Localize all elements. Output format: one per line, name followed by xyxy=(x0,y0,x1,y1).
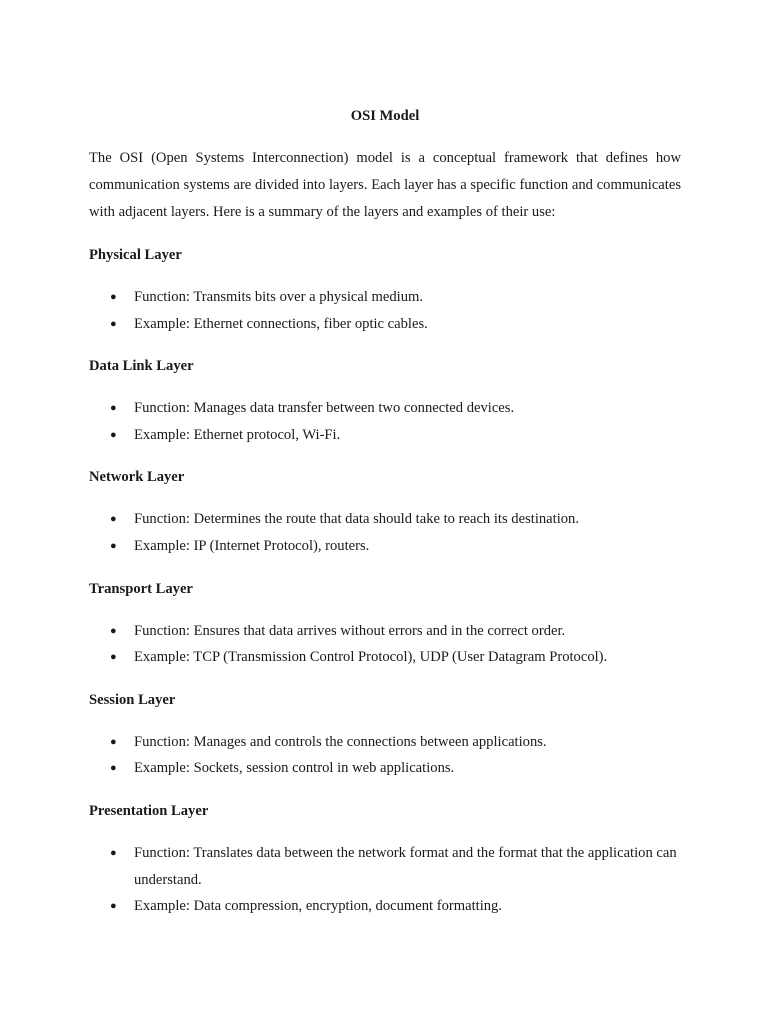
section-presentation-layer xyxy=(89,798,681,920)
bullet-list xyxy=(89,840,681,920)
list-item xyxy=(89,506,681,533)
bullet-icon: ● xyxy=(110,624,117,637)
section-physical-layer xyxy=(89,242,681,337)
example-text: Example: IP (Internet Protocol), routers. xyxy=(134,537,370,554)
list-item xyxy=(89,395,681,422)
list-item xyxy=(89,755,681,782)
bullet-list xyxy=(89,284,681,337)
section-heading: Presentation Layer xyxy=(89,802,209,819)
section-network-layer xyxy=(89,464,681,559)
section-heading: Transport Layer xyxy=(89,580,193,597)
list-item xyxy=(89,729,681,756)
bullet-list xyxy=(89,729,681,782)
bullet-icon: ● xyxy=(110,402,117,415)
function-text: Function: Manages and controls the connections between applications. xyxy=(134,733,547,750)
list-item xyxy=(89,533,681,560)
section-data-link-layer xyxy=(89,353,681,448)
bullet-icon: ● xyxy=(110,539,117,552)
function-text: Function: Ensures that data arrives without errors and in the correct order. xyxy=(134,622,566,639)
function-text: Function: Manages data transfer between two connected devices. xyxy=(134,400,515,417)
function-text: Function: Translates data between the network format and the format that the application can understand. xyxy=(134,844,677,888)
section-heading: Session Layer xyxy=(89,691,176,708)
document-page xyxy=(89,103,681,936)
list-item xyxy=(89,893,681,920)
bullet-list xyxy=(89,506,681,559)
list-item xyxy=(89,284,681,311)
function-text: Function: Determines the route that data should take to reach its destination. xyxy=(134,511,579,528)
document-title: OSI Model xyxy=(350,108,420,124)
list-item xyxy=(89,644,681,671)
bullet-icon: ● xyxy=(110,735,117,748)
example-text: Example: Ethernet connections, fiber optic cables. xyxy=(134,315,428,332)
section-heading: Network Layer xyxy=(89,469,185,486)
intro-paragraph: The OSI (Open Systems Interconnection) model is a conceptual framework that defines how communication systems are divided into layers. Each layer has a specific function and communicates with adjacent layers. Here is a summary of the layers and examples of their use: xyxy=(89,150,681,220)
list-item xyxy=(89,422,681,449)
list-item xyxy=(89,840,681,893)
bullet-icon: ● xyxy=(110,900,117,913)
section-session-layer xyxy=(89,687,681,782)
bullet-icon: ● xyxy=(110,846,117,859)
section-heading: Physical Layer xyxy=(89,247,182,263)
bullet-list xyxy=(89,618,681,671)
bullet-icon: ● xyxy=(110,428,117,441)
bullet-icon: ● xyxy=(110,317,117,330)
list-item xyxy=(89,311,681,338)
function-text: Function: Transmits bits over a physical medium. xyxy=(134,289,424,305)
example-text: Example: Sockets, session control in web applications. xyxy=(134,760,455,777)
bullet-icon: ● xyxy=(110,762,117,775)
bullet-icon: ● xyxy=(110,513,117,526)
bullet-icon: ● xyxy=(110,651,117,664)
example-text: Example: Ethernet protocol, Wi-Fi. xyxy=(134,426,341,443)
section-heading: Data Link Layer xyxy=(89,358,194,375)
bullet-list xyxy=(89,395,681,448)
section-transport-layer xyxy=(89,576,681,671)
list-item xyxy=(89,618,681,645)
example-text: Example: TCP (Transmission Control Protocol), UDP (User Datagram Protocol). xyxy=(134,649,608,666)
example-text: Example: Data compression, encryption, document formatting. xyxy=(134,898,502,915)
bullet-icon: ● xyxy=(110,291,117,303)
